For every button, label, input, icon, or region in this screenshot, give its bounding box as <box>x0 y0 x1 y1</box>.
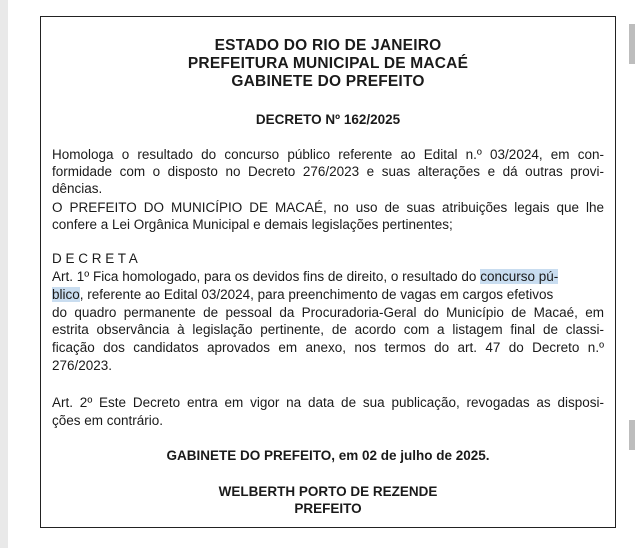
header-prefeitura: PREFEITURA MUNICIPAL DE MACAÉ <box>187 55 469 72</box>
art1-line-1 <box>52 269 604 285</box>
scrollbar-mark <box>629 420 635 450</box>
signature-role: PREFEITO <box>294 501 362 516</box>
art1-line-6: 276/2023. <box>52 358 113 373</box>
decree-title: DECRETO Nº 162/2025 <box>255 112 401 127</box>
header-gabinete: GABINETE DO PREFEITO <box>231 73 425 90</box>
art2-line-1: Art. 2º Este Decreto entra em vigor na data de sua publicação, revogadas as disposi- <box>52 395 604 410</box>
preamble-line-2: confere a Lei Orgânica Municipal e demais legislações pertinentes; <box>52 217 453 232</box>
art2-line-2: ções em contrário. <box>52 413 164 428</box>
ementa-line-3: dências. <box>52 181 103 196</box>
art1-line-4: estrita observância à legislação pertinente, de acordo com a listagem final de classi- <box>52 322 604 337</box>
scrollbar-mark <box>629 24 635 64</box>
ementa-line-1: Homologa o resultado do concurso público referente ao Edital n.º 03/2024, em con- <box>52 147 604 162</box>
decreta-heading: D E C R E T A <box>52 251 138 266</box>
closing-line: GABINETE DO PREFEITO, em 02 de julho de 2025. <box>166 448 490 463</box>
art1-line-5: ficação dos candidatos aprovados em anexo, nos termos do art. 47 do Decreto n.º <box>52 340 604 355</box>
art1-line-2 <box>52 287 604 303</box>
art1-text: Art. 1º Fica homologado, para os devidos fins de direito, o resultado do <box>52 269 481 284</box>
art1-text: , referente ao Edital 03/2024, para preenchimento de vagas em cargos efetivos <box>79 287 554 302</box>
text-highlight[interactable]: concurso pú- <box>480 269 559 284</box>
page-left-margin <box>0 0 8 548</box>
text-highlight[interactable]: blico <box>52 287 80 302</box>
preamble-line-1: O PREFEITO DO MUNICÍPIO DE MACAÉ, no uso de suas atribuições legais que lhe <box>52 200 604 215</box>
ementa-line-2: formidade com o disposto no Decreto 276/2023 e suas alterações e dá outras provi- <box>52 164 604 179</box>
art1-line-3: do quadro permanente de pessoal da Procuradoria-Geral do Município de Macaé, em <box>52 305 604 320</box>
signature-name: WELBERTH PORTO DE REZENDE <box>218 484 438 499</box>
header-state: ESTADO DO RIO DE JANEIRO <box>214 37 442 54</box>
